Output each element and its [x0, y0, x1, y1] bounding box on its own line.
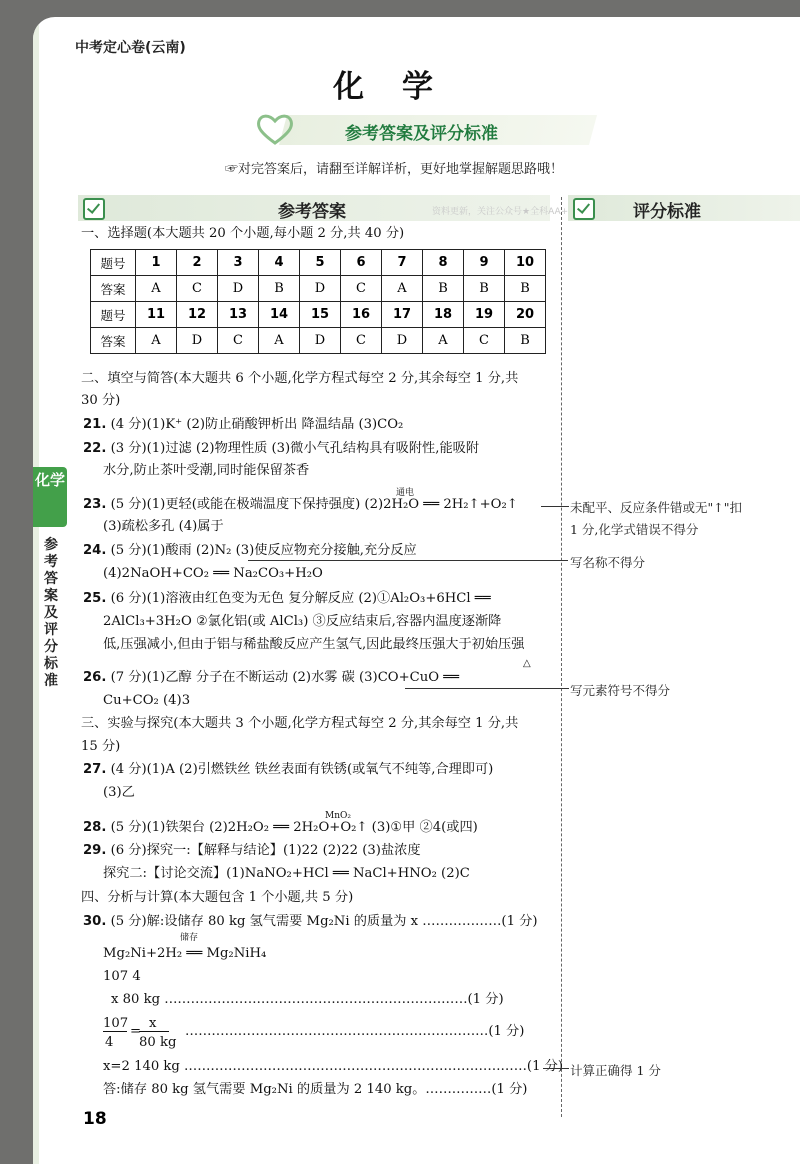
question-number: 30. [83, 914, 107, 929]
table-cell: 17 [382, 302, 423, 328]
table-cell: 14 [259, 302, 300, 328]
table-cell: 3 [218, 250, 259, 276]
q26 [83, 671, 459, 684]
scoring-note: 1 分,化学式错误不得分 [570, 522, 699, 537]
table-row [91, 328, 546, 354]
result-line: x=2 140 kg ……………………………………………………………………(1 分) [103, 1059, 563, 1074]
question-number: 27. [83, 762, 107, 777]
question-number: 22. [83, 441, 107, 456]
answer-text: (3 分)(1)过滤 (2)物理性质 (3)微小气孔结构具有吸附性,能吸附 [110, 441, 480, 456]
document-page: 中考定心卷(云南) 化学 参考答案及评分标准 ☞对完答案后，请翻至详解详析，更好地掌握解题思路哦！ 参考答案 资料更新，关注公众号★全科AA+ 评分标准 化学 参考答案及评分标准 一、选择题(本大题共 20 个小题,每小题 2 分,共 40 分) 题号 1 2 3 4 5 6 7 8 9 10 答案 A C D B D C A B B B 题号 11 12 13 14 15 16 17 18 19 20 答案 A D C A D C D A C B 二、填空与简答(本大题共 6 个小题,化学方程式每空 2 分,其余每空 1 分,共 30 分) 21. (4 分)(1)K⁺ (2)防止硝酸钾析出 降温结晶 (3)CO₂ 22. (3 分)(1)过滤 (2)物理性质 (3)微小气孔结构具有吸附性,能吸附 水分,防止茶叶受潮,同时能保留茶香 通电 23. (5 分)(1)更轻(或能在极端温度下保持强度) (2)2H₂O ══ 2H₂↑+O₂↑ (3)疏松多孔 (4)属于 24. (5 分)(1)酸雨 (2)N₂ (3)使反应物充分接触,充分反应 (4)2NaOH+CO₂ ══ Na₂CO₃+H₂O 25. (6 分)(1)溶液由红色变为无色 复分解反应 (2)①Al₂O₃+6HCl ══ 2AlCl₃+3H₂O ②氯化铝(或 AlCl₃) ③反应结束后,容器内温度逐渐降 低,压强减小,但由于铝与稀盐酸反应产生氢气,因此最终压强大于初始压强 △ 26. (7 分)(1)乙醇 分子在不断运动 (2)水雾 碳 (3)CO+CuO ══ Cu+CO₂ (4)3 三、实验与探究(本大题共 3 个小题,化学方程式每空 2 分,其余每空 1 分,共 15 分) 27. (4 分)(1)A (2)引燃铁丝 铁丝表面有铁锈(或氧气不纯等,合理即可) (3)乙 MnO₂ 28. (5 分)(1)铁架台 (2)2H₂O₂ ══ 2H₂O+O₂↑ (3)①甲 ②4(或四) 29. (6 分)探究一:【解释与结论】(1)22 (2)22 (3)盐浓度 探究二:【讨论交流】(1)NaNO₂+HCl ══ NaCl+HNO₂ (2)C 四、分析与计算(本大题包含 1 个小题,共 5 分) 30. (5 分)解:设储存 80 kg 氢气需要 Mg₂Ni 的质量为 x ………………(1 分) 储存 Mg₂Ni+2H₂ ══ Mg₂NiH₄ 107 4 x 80 kg ……………………………………………………………(1 分) 107 4 = x 80 kg ……………………………………………………………(1 分) x=2 140 kg ……………………………………………………………………(1 分) 答:储存 80 kg 氢气需要 Mg₂Ni 的质量为 2 140 kg。……………(1 分) 未配平、反应条件错或无"↑"扣 1 分,化学式错误不得分 写名称不得分 写元素符号不得分 计算正确得 1 分 18 [33, 17, 800, 1164]
table-cell: A [136, 328, 177, 354]
leader-line [543, 1068, 569, 1069]
answer-line: 答:储存 80 kg 氢气需要 Mg₂Ni 的质量为 2 140 kg。……………(1 分) [103, 1082, 528, 1097]
scoring-note: 计算正确得 1 分 [570, 1063, 661, 1078]
table-cell: 19 [464, 302, 505, 328]
answer-text: (6 分)探究一:【解释与结论】(1)22 (2)22 (3)盐浓度 [110, 843, 421, 858]
banner-title: 参考答案及评分标准 [345, 124, 498, 144]
answer-text: (6 分)(1)溶液由红色变为无色 复分解反应 (2)①Al₂O₃+6HCl ══ [110, 591, 491, 606]
book-title: 中考定心卷(云南) [75, 40, 186, 56]
subject-title: 化学 [333, 69, 471, 105]
reaction-equation: Mg₂Ni+2H₂ ══ Mg₂NiH₄ [103, 946, 267, 961]
table-cell: 12 [177, 302, 218, 328]
part2-title-cont: 30 分) [81, 393, 121, 408]
table-cell: 2 [177, 250, 218, 276]
leader-line [405, 688, 569, 689]
question-number: 21. [83, 417, 107, 432]
q22 [83, 442, 479, 455]
dotted-leader: ……………………………………………………………(1 分) [185, 1024, 525, 1039]
table-cell: 9 [464, 250, 505, 276]
page-number: 18 [83, 1109, 107, 1129]
q25 [83, 592, 491, 605]
answer-banner [255, 113, 597, 147]
ratio-line: x 80 kg ……………………………………………………………(1 分) [111, 992, 504, 1007]
table-cell: A [382, 276, 423, 302]
scoring-section-title: 评分标准 [633, 202, 701, 222]
part2-title: 二、填空与简答(本大题共 6 个小题,化学方程式每空 2 分,其余每空 1 分,共 [81, 371, 519, 386]
scoring-note: 写名称不得分 [570, 555, 646, 570]
table-cell: 5 [300, 250, 341, 276]
table-cell: 题号 [91, 250, 136, 276]
part4-title: 四、分析与计算(本大题包含 1 个小题,共 5 分) [81, 890, 354, 905]
table-cell: 13 [218, 302, 259, 328]
q29 [83, 844, 421, 857]
table-cell: 4 [259, 250, 300, 276]
table-cell: 20 [505, 302, 546, 328]
question-number: 24. [83, 543, 107, 558]
part3-title-cont: 15 分) [81, 739, 121, 754]
q25-cont2: 低,压强减小,但由于铝与稀盐酸反应产生氢气,因此最终压强大于初始压强 [103, 637, 525, 652]
q22-cont: 水分,防止茶叶受潮,同时能保留茶香 [103, 463, 310, 478]
fraction-bottom: 4 [105, 1035, 114, 1050]
table-cell: B [259, 276, 300, 302]
table-cell: 题号 [91, 302, 136, 328]
question-number: 28. [83, 820, 107, 835]
table-cell: D [177, 328, 218, 354]
answer-text: (4 分)(1)A (2)引燃铁丝 铁丝表面有铁锈(或氧气不纯等,合理即可) [110, 762, 494, 777]
table-cell: D [218, 276, 259, 302]
table-cell: B [505, 328, 546, 354]
table-cell: 11 [136, 302, 177, 328]
table-cell: 18 [423, 302, 464, 328]
check-icon [573, 198, 595, 220]
q29-cont: 探究二:【讨论交流】(1)NaNO₂+HCl ══ NaCl+HNO₂ (2)C [103, 866, 470, 881]
heart-icon [255, 113, 295, 147]
scoring-note: 未配平、反应条件错或无"↑"扣 [570, 500, 742, 515]
table-cell: D [300, 328, 341, 354]
ratio-line: 107 4 [103, 969, 141, 984]
q23-cont: (3)疏松多孔 (4)属于 [103, 519, 224, 534]
answer-text: (5 分)(1)铁架台 (2)2H₂O₂ ══ 2H₂O+O₂↑ (3)①甲 ②4(或四) [110, 820, 478, 835]
fraction-bar [103, 1031, 127, 1032]
check-icon [83, 198, 105, 220]
answer-table [90, 249, 546, 354]
table-cell: 1 [136, 250, 177, 276]
table-row [91, 276, 546, 302]
column-divider [561, 197, 562, 1117]
q26-cont: Cu+CO₂ (4)3 [103, 693, 191, 708]
table-cell: 答案 [91, 276, 136, 302]
answer-text: (5 分)解:设储存 80 kg 氢气需要 Mg₂Ni 的质量为 x ………………(1 分) [110, 914, 538, 929]
answer-text: (5 分)(1)更轻(或能在极端温度下保持强度) (2)2H₂O ══ 2H₂↑+O₂↑ [110, 497, 518, 512]
table-cell: C [341, 276, 382, 302]
fraction-bar [139, 1031, 169, 1032]
q27 [83, 763, 493, 776]
fraction-top: 107 [103, 1016, 129, 1031]
question-number: 23. [83, 497, 107, 512]
table-cell: C [218, 328, 259, 354]
q25-cont: 2AlCl₃+3H₂O ②氯化铝(或 AlCl₃) ③反应结束后,容器内温度逐渐降 [103, 614, 502, 629]
table-cell: B [505, 276, 546, 302]
q21 [83, 418, 403, 431]
q24 [83, 544, 417, 557]
scoring-section-bar [568, 195, 800, 221]
table-cell: 16 [341, 302, 382, 328]
q27-cont: (3)乙 [103, 785, 135, 800]
answer-text: (7 分)(1)乙醇 分子在不断运动 (2)水雾 碳 (3)CO+CuO ══ [110, 670, 460, 685]
q28 [83, 821, 478, 834]
leader-line [541, 506, 569, 507]
table-cell: C [341, 328, 382, 354]
side-tab-label: 化学 [34, 471, 65, 489]
question-number: 29. [83, 843, 107, 858]
page-edge-strip [33, 17, 39, 1164]
q24-cont: (4)2NaOH+CO₂ ══ Na₂CO₃+H₂O [103, 566, 323, 581]
q30 [83, 915, 538, 928]
table-cell: C [464, 328, 505, 354]
table-row [91, 250, 546, 276]
table-cell: A [259, 328, 300, 354]
table-cell: 6 [341, 250, 382, 276]
scoring-note: 写元素符号不得分 [570, 683, 671, 698]
condition-label: △ [523, 658, 531, 669]
condition-label: 通电 [396, 488, 415, 498]
watermark: 资料更新，关注公众号★全科AA+ [432, 207, 569, 217]
fraction-bottom: 80 kg [139, 1035, 177, 1050]
answers-section-bar [78, 195, 569, 222]
part1-title: 一、选择题(本大题共 20 个小题,每小题 2 分,共 40 分) [81, 226, 405, 241]
table-cell: A [423, 328, 464, 354]
subject-side-tab [33, 467, 67, 527]
banner-note: ☞对完答案后，请翻至详解详析，更好地掌握解题思路哦！ [225, 162, 564, 177]
answer-text: (5 分)(1)酸雨 (2)N₂ (3)使反应物充分接触,充分反应 [110, 543, 417, 558]
condition-label: 储存 [180, 933, 199, 943]
answers-section-title: 参考答案 [278, 202, 346, 222]
answer-text: (4 分)(1)K⁺ (2)防止硝酸钾析出 降温结晶 (3)CO₂ [110, 417, 404, 432]
side-vertical-label: 参考答案及评分标准 [44, 537, 58, 689]
table-cell: D [382, 328, 423, 354]
condition-label: MnO₂ [325, 811, 351, 821]
question-number: 25. [83, 591, 107, 606]
table-cell: 答案 [91, 328, 136, 354]
table-cell: 7 [382, 250, 423, 276]
fraction-top: x [149, 1016, 157, 1031]
table-cell: A [136, 276, 177, 302]
part3-title: 三、实验与探究(本大题共 3 个小题,化学方程式每空 2 分,其余每空 1 分,共 [81, 716, 519, 731]
table-cell: B [464, 276, 505, 302]
table-cell: B [423, 276, 464, 302]
table-row [91, 302, 546, 328]
question-number: 26. [83, 670, 107, 685]
table-cell: D [300, 276, 341, 302]
table-cell: C [177, 276, 218, 302]
table-cell: 10 [505, 250, 546, 276]
table-cell: 15 [300, 302, 341, 328]
table-cell: 8 [423, 250, 464, 276]
leader-line [248, 560, 568, 561]
q23 [83, 498, 518, 511]
